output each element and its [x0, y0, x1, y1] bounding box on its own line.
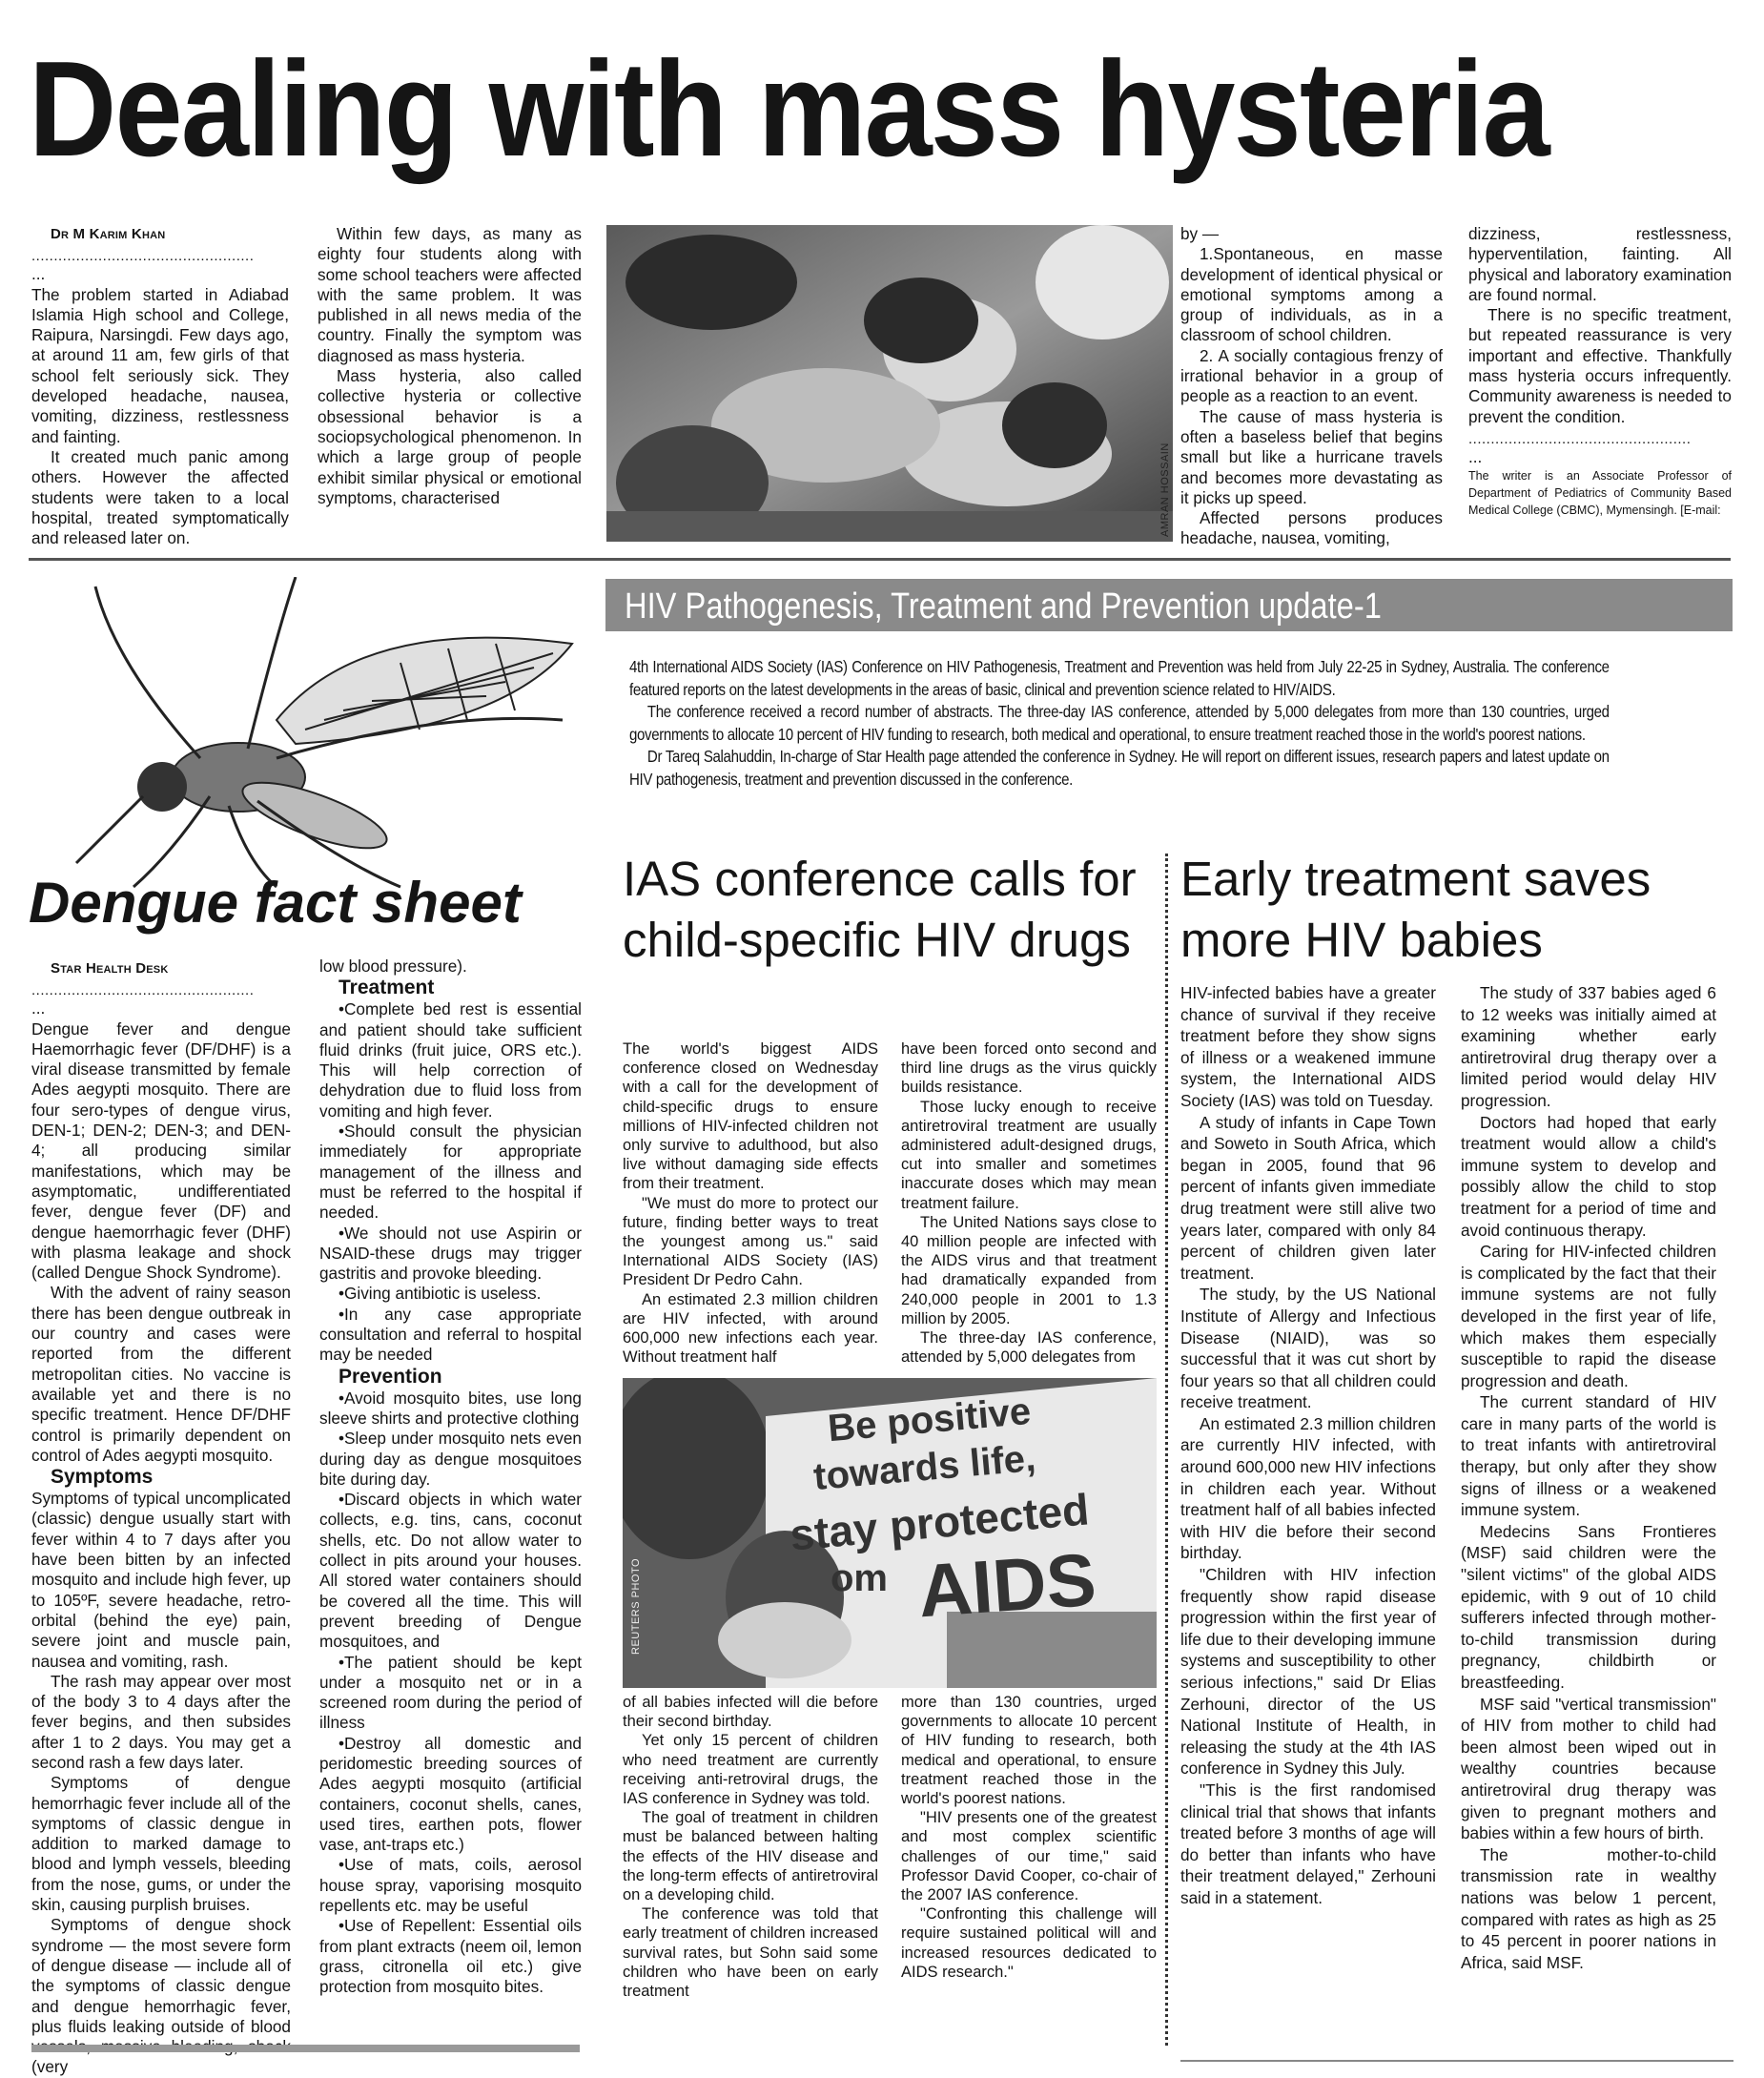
- hysteria-photo: [606, 225, 1173, 542]
- paragraph: The world's biggest AIDS conference closed on Wednesday with a call for the development of child-specific drugs to ensure millions of HIV-infected children not only survive to adulthood, but also live without damaging side effects from their treatment.: [623, 1040, 878, 1193]
- paragraph: The current standard of HIV care in many parts of the world is to treat infants with antiretroviral therapy, but only after they show signs of illness or a weakened immune system.: [1461, 1392, 1716, 1520]
- paragraph: •Discard objects in which water collects, e.g. tins, cans, coconut shells, etc. Do not allow water to collect in pits around your houses. All stored water containers should be covered all the time. This will prevent breeding of Dengue mosquitoes, and: [319, 1490, 582, 1652]
- paragraph: Mass hysteria, also called collective hysteria or collective obsessional behavior is a sociopsychological phenomenon. In which a large group of people exhibit similar physical or emotional symptoms, characterised: [318, 366, 582, 507]
- paragraph: Within few days, as many as eighty four students along with some school teachers were affected with the same problem. It was published in all news media of the country. Finally the symptom was diagnosed as mass hysteria.: [318, 224, 582, 365]
- paragraph: There is no specific treatment, but repeated reassurance is very important and effective. Thankfully mass hysteria occurs infrequently. Community awareness is needed to prevent the condition.: [1468, 305, 1732, 426]
- early-col-1: [1180, 982, 1436, 1909]
- dengue-headline: Dengue fact sheet: [29, 871, 522, 935]
- byline: Dr M Karim Khan: [51, 226, 166, 242]
- bottom-right-rule: [1180, 2060, 1733, 2062]
- hysteria-col-3: [1180, 224, 1443, 549]
- paragraph: "HIV presents one of the greatest and most complex scientific challenges of our time," said Professor David Cooper, co-chair of the 2007 IAS conference.: [901, 1809, 1157, 1904]
- paragraph: The problem started in Adiabad Islamia High school and College, Raipura, Narsingdi. Few days ago, at around 11 am, few girls of that school felt seriously sick. They developed headache, nausea, vomiting, dizziness, restlessness and fainting.: [31, 284, 289, 446]
- writer-dots: ..................................................: [1468, 430, 1692, 447]
- paragraph: •We should not use Aspirin or NSAID-these drugs may trigger gastritis and provoke bleeding.: [319, 1223, 582, 1284]
- paragraph: Those lucky enough to receive antiretroviral treatment are usually administered adult-designed drugs, cut into smaller and sometimes inaccurate doses which may mean treatment failure.: [901, 1098, 1157, 1212]
- ias-col-3: [623, 1693, 878, 2001]
- paragraph: 1.Spontaneous, en masse development of identical physical or emotional symptoms among a group of individuals, as in a classroom of school children.: [1180, 244, 1443, 345]
- paragraph: HIV-infected babies have a greater chance of survival if they receive treatment before they show signs of illness or a weakened immune system, the International AIDS Society (IAS) was told on Tuesday.: [1180, 983, 1436, 1110]
- paragraph: It created much panic among others. However the affected students were taken to a local hospital, treated symptomatically and released later on.: [31, 446, 289, 548]
- byline-dots: ..................................................: [31, 248, 255, 265]
- byline-dots: ..................................................: [31, 982, 255, 999]
- hiv-banner: [605, 579, 1733, 631]
- paragraph: low blood pressure).: [319, 957, 467, 976]
- paragraph: Caring for HIV-infected children is complicated by the fact that their immune systems are not fully developed in the first year of life, which makes them especially susceptible to rapid the disease progression and death.: [1461, 1242, 1716, 1390]
- photo-credit: REUTERS PHOTO: [630, 1557, 642, 1655]
- paragraph: "This is the first randomised clinical trial that shows that infants treated before 3 months of age will do better than infants who have their treatment delayed," Zerhouni said in a statement.: [1180, 1780, 1436, 1907]
- paragraph: Medecins Sans Frontieres (MSF) said children were the "silent victims" of the global AIDS epidemic, with 9 out of 10 child sufferers infected through mother-to-child transmission during pregnancy, childbirth or breastfeeding.: [1461, 1521, 1716, 1692]
- paragraph: The rash may appear over most of the body 3 to 4 days after the fever begins, and then subsides after 1 to 2 days. You may get a second rash a few days later.: [31, 1671, 291, 1772]
- paragraph: The goal of treatment in children must be balanced between halting the effects of the HIV disease and the long-term effects of antiretroviral on a developing child.: [623, 1809, 878, 1904]
- paragraph: The conference was told that early treatment of children increased survival rates, but Sohn said some children who have been on early treatment: [623, 1905, 878, 2001]
- hysteria-col-2: [318, 224, 582, 508]
- paragraph: A study of infants in Cape Town and Soweto in South Africa, which began in 2005, found that 96 percent of infants given immediate drug treatment were still alive two years later, compared with only 84 percent of children given later treatment.: [1180, 1112, 1436, 1283]
- photo-credit: AMRAN HOSSAIN: [1159, 442, 1171, 537]
- paragraph: Affected persons produces headache, nausea, vomiting,: [1180, 508, 1443, 548]
- byline: Star Health Desk: [51, 960, 169, 977]
- paragraph: dizziness, restlessness, hyperventilation, fainting. All physical and laboratory examination are found normal.: [1468, 224, 1732, 304]
- sign-line-2: towards life,: [811, 1436, 1037, 1499]
- dengue-col-2: [319, 957, 582, 1998]
- headline-text: Dealing with mass hysteria: [29, 33, 1549, 185]
- paragraph: •In any case appropriate consultation and referral to hospital may be needed: [319, 1304, 582, 1365]
- paragraph: With the advent of rainy season there has been dengue outbreak in our country and cases were reported from the different metropolitan cities. No vaccine is available yet and there is no specific treatment. Hence DF/DHF control is primarily dependent on control of Ades aegypti mosquito.: [31, 1283, 291, 1465]
- paragraph: The conference received a record number of abstracts. The three-day IAS conference, attended by 5,000 delegates from more than 130 countries, urged governments to allocate 10 percent of HIV funding to research, both medical and operational, to ensure treatment reached those in the world's poorest nations.: [629, 702, 1610, 744]
- hysteria-photo-image: [606, 225, 1173, 542]
- paragraph: •Complete bed rest is essential and patient should take sufficient fluid drinks (fruit juice, ORS etc.). This will help correction of dehydration due to fluid loss from vomiting and high fever.: [319, 999, 582, 1121]
- paragraph: •Destroy all domestic and peridomestic breeding sources of Ades aegypti mosquito (artificial containers, coconut shells, canes, used tires, earthen pots, flower vase, ant-traps etc.): [319, 1733, 582, 1855]
- paragraph: Dr Tareq Salahuddin, In-charge of Star Health page attended the conference in Sydney. He will report on different issues, research papers and latest update on HIV pathogenesis, treatment and prevention discussed in the conference.: [629, 747, 1610, 789]
- treatment-heading: Treatment: [338, 977, 435, 999]
- sign-line-4a: om: [831, 1557, 888, 1599]
- bottom-left-rule: [31, 2045, 580, 2052]
- paragraph: •Giving antibiotic is useless.: [338, 1284, 542, 1304]
- paragraph: by —: [1180, 224, 1220, 243]
- paragraph: of all babies infected will die before their second birthday.: [623, 1694, 878, 1731]
- hiv-intro: [629, 656, 1610, 791]
- paragraph: "Confronting this challenge will require sustained political will and increased resources dedicated to AIDS research.": [901, 1905, 1157, 1981]
- paragraph: Symptoms of typical uncomplicated (classic) dengue usually start with fever within 4 to 7 days after you have been bitten by an infected mosquito and include high fever, up to 105ºF, severe headache, retro-orbital (behind the eye) pain, severe joint and muscle pain, nausea and vomiting, rash.: [31, 1489, 291, 1671]
- paragraph: "Children with HIV infection frequently show rapid disease progression within the first year of life due to their developing immune systems and susceptibility to other serious infections," said Dr Elias Zerhouni, director of the US National Institute of Health, in releasing the study at the 4th IAS conference in Sydney this July.: [1180, 1565, 1436, 1779]
- ellipsis: ...: [31, 264, 46, 284]
- paragraph: 4th International AIDS Society (IAS) Conference on HIV Pathogenesis, Treatment and Prevention was held from July 22-25 in Sydney, Australia. The conference featured reports on the latest developments in the areas of basic, clinical and prevention science related to HIV/AIDS.: [629, 657, 1610, 699]
- paragraph: have been forced onto second and third line drugs as the virus quickly builds resistance.: [901, 1040, 1157, 1097]
- paragraph: •Use of Repellent: Essential oils from plant extracts (neem oil, lemon grass, citronella oil etc.) give protection from mosquito bites.: [319, 1916, 582, 1997]
- paragraph: Yet only 15 percent of children who need treatment are currently receiving anti-retroviral drugs, the IAS conference in Sydney was told.: [623, 1732, 878, 1808]
- column-dotted-divider: [1165, 854, 1168, 2046]
- dengue-col-1: [31, 958, 291, 2078]
- ias-headline: IAS conference calls for child-specific HIV drugs: [623, 852, 1137, 967]
- paragraph: •The patient should be kept under a mosquito net or in a screened room during the period of illness: [319, 1652, 582, 1733]
- hiv-banner-text: HIV Pathogenesis, Treatment and Prevention update-1: [625, 586, 1382, 627]
- ellipsis: ...: [1468, 446, 1483, 466]
- mosquito-icon: [57, 577, 591, 892]
- page-headline: [29, 33, 1735, 185]
- early-col-2: [1461, 982, 1716, 1973]
- paragraph: The United Nations says close to 40 million people are infected with the AIDS virus and that treatment had dramatically expanded from 240,000 people in 2001 to 1.3 million by 2005.: [901, 1213, 1157, 1327]
- paragraph: •Use of mats, coils, aerosol house spray, vaporising mosquito repellents etc. may be useful: [319, 1855, 582, 1916]
- writer-note: The writer is an Associate Professor of Department of Pediatrics of Community Based Medical College (CBMC), Mymensingh. [E-mail:: [1468, 469, 1732, 518]
- sign-line-4b: AIDS: [915, 1536, 1099, 1634]
- mosquito-illustration: [57, 577, 591, 892]
- symptoms-heading: Symptoms: [51, 1466, 154, 1489]
- paragraph: •Sleep under mosquito nets even during day as dengue mosquitoes bite during day.: [319, 1429, 582, 1489]
- prevention-heading: Prevention: [338, 1365, 442, 1388]
- paragraph: Symptoms of dengue hemorrhagic fever include all of the symptoms of classic dengue in addition to marked damage to blood and lymph vessels, bleeding from the nose, gums, or under the skin, causing purplish bruises.: [31, 1773, 291, 1915]
- aids-sign-photo: [623, 1378, 1157, 1688]
- paragraph: more than 130 countries, urged governments to allocate 10 percent of HIV funding to research, both medical and operational, to ensure treatment reached those in the world's poorest nations.: [901, 1694, 1157, 1808]
- ias-col-2: [901, 1039, 1157, 1367]
- hysteria-col-4: [1468, 224, 1732, 519]
- paragraph: The study of 337 babies aged 6 to 12 weeks was initially aimed at examining whether early antiretroviral drug therapy over a limited period would delay HIV progression.: [1461, 983, 1716, 1110]
- ellipsis: ...: [31, 998, 46, 1018]
- paragraph: •Should consult the physician immediately for appropriate management of the illness and must be referred to the hospital if needed.: [319, 1121, 582, 1223]
- sign-line-1: Be positive: [826, 1389, 1033, 1450]
- sign-line-3: stay protected: [788, 1484, 1092, 1560]
- top-divider: [29, 558, 1731, 561]
- paragraph: The mother-to-child transmission rate in wealthy nations was below 1 percent, compared with rates as high as 25 to 45 percent in poorer nations in Africa, said MSF.: [1461, 1844, 1716, 1972]
- paragraph: •Avoid mosquito bites, use long sleeve shirts and protective clothing: [319, 1388, 582, 1428]
- ias-col-4: [901, 1693, 1157, 1982]
- paragraph: 2. A socially contagious frenzy of irrational behavior in a group of people as a reaction to an event.: [1180, 345, 1443, 406]
- paragraph: "We must do more to protect our future, finding better ways to treat the youngest among us." said International AIDS Society (IAS) President Dr Pedro Cahn.: [623, 1194, 878, 1289]
- paragraph: Doctors had hoped that early treatment would allow a child's immune system to develop and possibly allow the child to stop treatment for a period of time and avoid continuous therapy.: [1461, 1112, 1716, 1240]
- ias-col-1: [623, 1039, 878, 1367]
- paragraph: The study, by the US National Institute of Allergy and Infectious Disease (NIAID), was so successful that it was cut short by four years so that all children could receive treatment.: [1180, 1285, 1436, 1412]
- paragraph: Symptoms of dengue shock syndrome — the most severe form of dengue disease — include all of the symptoms of classic dengue and dengue hemorrhagic fever, plus fluids leaking outside of blood (very: [31, 1915, 291, 2077]
- paragraph: An estimated 2.3 million children are currently HIV infected, with around 600,000 new HIV infections in children each year. Without treatment half of all babies infected with HIV die before their second birthday.: [1180, 1413, 1436, 1563]
- paragraph: The three-day IAS conference, attended by 5,000 delegates from: [901, 1329, 1157, 1367]
- paragraph: MSF said "vertical transmission" of HIV from mother to child had been almost been wiped out in wealthy countries because antiretroviral drug therapy was given to pregnant mothers and babies within a few hours of birth.: [1461, 1694, 1716, 1843]
- paragraph: Dengue fever and dengue Haemorrhagic fever (DF/DHF) is a viral disease transmitted by female Ades aegypti mosquito. There are four sero-types of dengue virus, DEN-1; DEN-2; DEN-3; and DEN-4; all producing similar manifestations, which may be asymptomatic, undifferentiated fever, dengue fever (DF) and dengue haemorrhagic fever (DHF) with plasma leakage and shock (called Dengue Shock Syndrome).: [31, 1018, 291, 1283]
- hysteria-col-1: [31, 224, 289, 548]
- early-headline: Early treatment saves more HIV babies: [1180, 852, 1651, 967]
- paragraph: The cause of mass hysteria is often a baseless belief that begins small but like a hurricane travels and becomes more devastating as it picks up speed.: [1180, 406, 1443, 507]
- paragraph: An estimated 2.3 million children are HIV infected, with around 600,000 new infections each year. Without treatment half: [623, 1290, 878, 1367]
